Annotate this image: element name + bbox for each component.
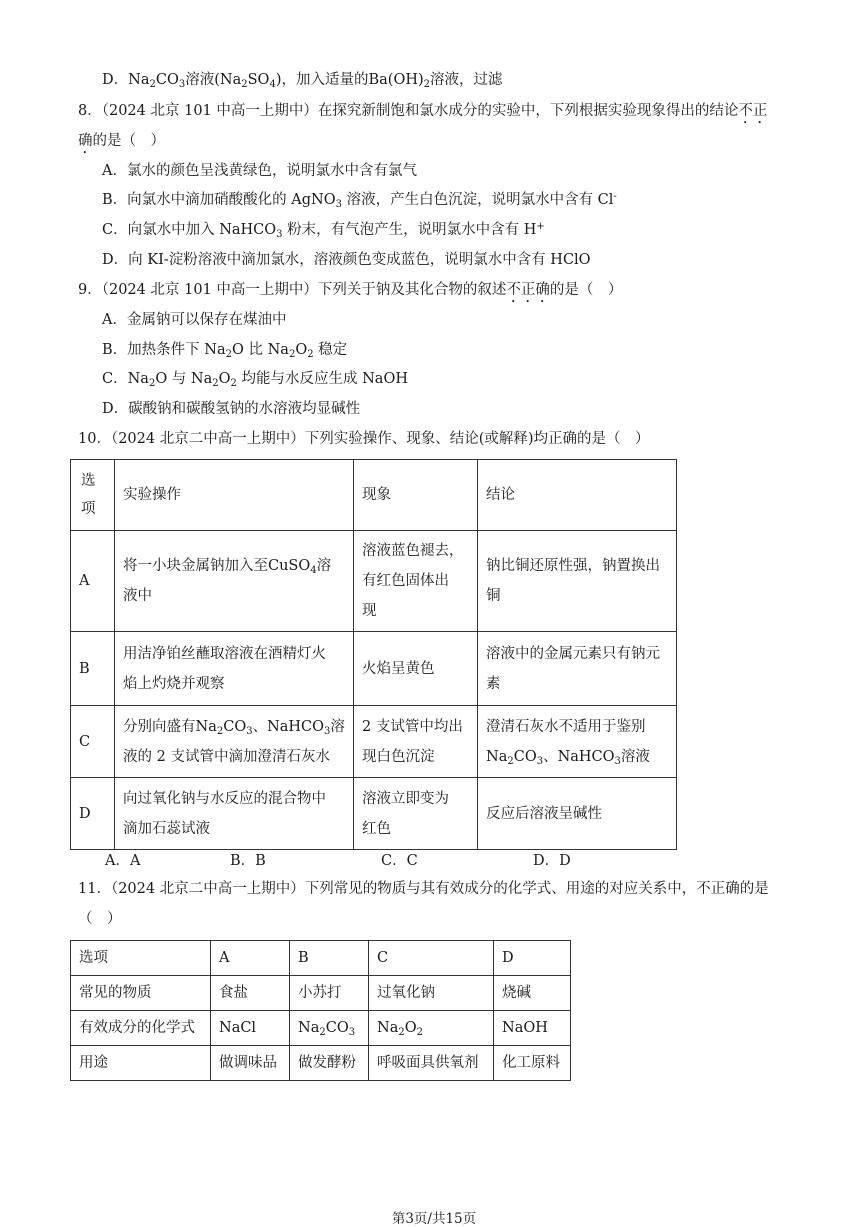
q7-option-d: D．$Na_2CO_3$溶液$(Na_2SO_4)$，加入适量的$Ba(OH)_2$溶液，过滤: [102, 72, 503, 90]
table-row: [71, 632, 677, 706]
q9-option-a: A．金属钠可以保存在煤油中: [102, 312, 287, 328]
row-option: D: [71, 778, 115, 850]
q11-table: [70, 940, 571, 1081]
row-conclusion: 澄清石灰水不适用于鉴别 $Na_2CO_3$、NaHCO$_3$溶液: [478, 706, 677, 778]
row-operation: 将一小块金属钠加入至CuSO$_4$溶 液中: [115, 531, 354, 632]
row-conclusion: 钠比铜还原性强，钠置换出 铜: [478, 531, 677, 632]
cell: 呼吸面具供氧剂: [369, 1046, 494, 1081]
answer-option: A．A: [105, 853, 141, 869]
row-phenomenon: 溶液立即变为 红色: [354, 778, 478, 850]
row-option: A: [71, 531, 115, 632]
row-phenomenon: 2 支试管中均出 现白色沉淀: [354, 706, 478, 778]
table-header-row: [71, 460, 677, 531]
answer-option: B．B: [230, 853, 266, 869]
row-option: B: [71, 632, 115, 706]
cell: 做调味品: [211, 1046, 290, 1081]
q11-stem: 11．（2024 北京二中高一上期中）下列常见的物质与其有效成分的化学式、用途的对应关系中，不正确的是: [78, 881, 769, 897]
cell: NaCl: [211, 1011, 290, 1046]
page-footer: 第3页/共15页: [391, 1211, 477, 1227]
q9-option-b: B．加热条件下 $Na_2O$ 比 $Na_2O_2$ 稳定: [102, 342, 348, 360]
row-label: 常见的物质: [71, 976, 211, 1011]
cell: $Na_2O_2$: [369, 1011, 494, 1046]
table-row: [71, 1011, 571, 1046]
cell: 小苏打: [290, 976, 369, 1011]
cell: $Na_2CO_3$: [290, 1011, 369, 1046]
cell: 食盐: [211, 976, 290, 1011]
cell: 化工原料: [494, 1046, 571, 1081]
cell: A: [211, 941, 290, 976]
table-row: [71, 531, 677, 632]
q10-stem: 10．（2024 北京二中高一上期中）下列实验操作、现象、结论(或解释)均正确的是（ ）: [78, 431, 650, 447]
table-row: [71, 706, 677, 778]
q11-stem-line2: （ ）: [78, 911, 122, 927]
row-conclusion: 反应后溶液呈碱性: [478, 778, 677, 850]
cell: 做发酵粉: [290, 1046, 369, 1081]
cell: C: [369, 941, 494, 976]
cell: B: [290, 941, 369, 976]
q8-stem: 8．（2024 北京 101 中高一上期中）在探究新制饱和氯水成分的实验中，下列根据实验现象得出的结论不正: [78, 103, 768, 119]
row-label: 有效成分的化学式: [71, 1011, 211, 1046]
header-conclusion: 结论: [478, 460, 677, 531]
row-phenomenon: 火焰呈黄色: [354, 632, 478, 706]
table-row: [71, 976, 571, 1011]
row-label: 用途: [71, 1046, 211, 1081]
table-row: [71, 778, 677, 850]
q9-stem: 9．（2024 北京 101 中高一上期中）下列关于钠及其化合物的叙述不正确的是（ ）: [78, 282, 623, 298]
q8-option-c: C．向氯水中加入 NaHCO$_3$ 粉末，有气泡产生，说明氯水中含有 H+: [102, 221, 545, 240]
q8-option-b: B．向氯水中滴加硝酸酸化的 AgNO$_3$ 溶液，产生白色沉淀，说明氯水中含有 Cl-: [102, 191, 617, 210]
header-operation: 实验操作: [115, 460, 354, 531]
q8-option-d: D．向 KI-淀粉溶液中滴加氯水，溶液颜色变成蓝色，说明氯水中含有 HClO: [102, 252, 591, 268]
q9-option-c: C．$Na_2O$ 与 $Na_2O_2$ 均能与水反应生成 NaOH: [102, 371, 408, 389]
cell: 烧碱: [494, 976, 571, 1011]
cell: NaOH: [494, 1011, 571, 1046]
row-operation: 向过氧化钠与水反应的混合物中 滴加石蕊试液: [115, 778, 354, 850]
header-phenomenon: 现象: [354, 460, 478, 531]
row-phenomenon: 溶液蓝色褪去， 有红色固体出 现: [354, 531, 478, 632]
header-option: 选 项: [71, 460, 115, 531]
table-row: [71, 941, 571, 976]
q9-option-d: D．碳酸钠和碳酸氢钠的水溶液均显碱性: [102, 401, 361, 417]
row-label: 选项: [71, 941, 211, 976]
row-operation: 用洁净铂丝蘸取溶液在酒精灯火 焰上灼烧并观察: [115, 632, 354, 706]
answer-option: C．C: [381, 853, 418, 869]
table-row: [71, 1046, 571, 1081]
answer-option: D．D: [533, 853, 571, 869]
row-operation: 分别向盛有$Na_2CO_3$、NaHCO$_3$溶 液的 2 支试管中滴加澄清石灰水: [115, 706, 354, 778]
cell: 过氧化钠: [369, 976, 494, 1011]
q8-stem-line2: 确的是（ ）: [78, 133, 165, 149]
row-option: C: [71, 706, 115, 778]
cell: D: [494, 941, 571, 976]
q8-option-a: A．氯水的颜色呈浅黄绿色，说明氯水中含有氯气: [102, 163, 417, 179]
row-conclusion: 溶液中的金属元素只有钠元 素: [478, 632, 677, 706]
q10-table: [70, 459, 677, 850]
